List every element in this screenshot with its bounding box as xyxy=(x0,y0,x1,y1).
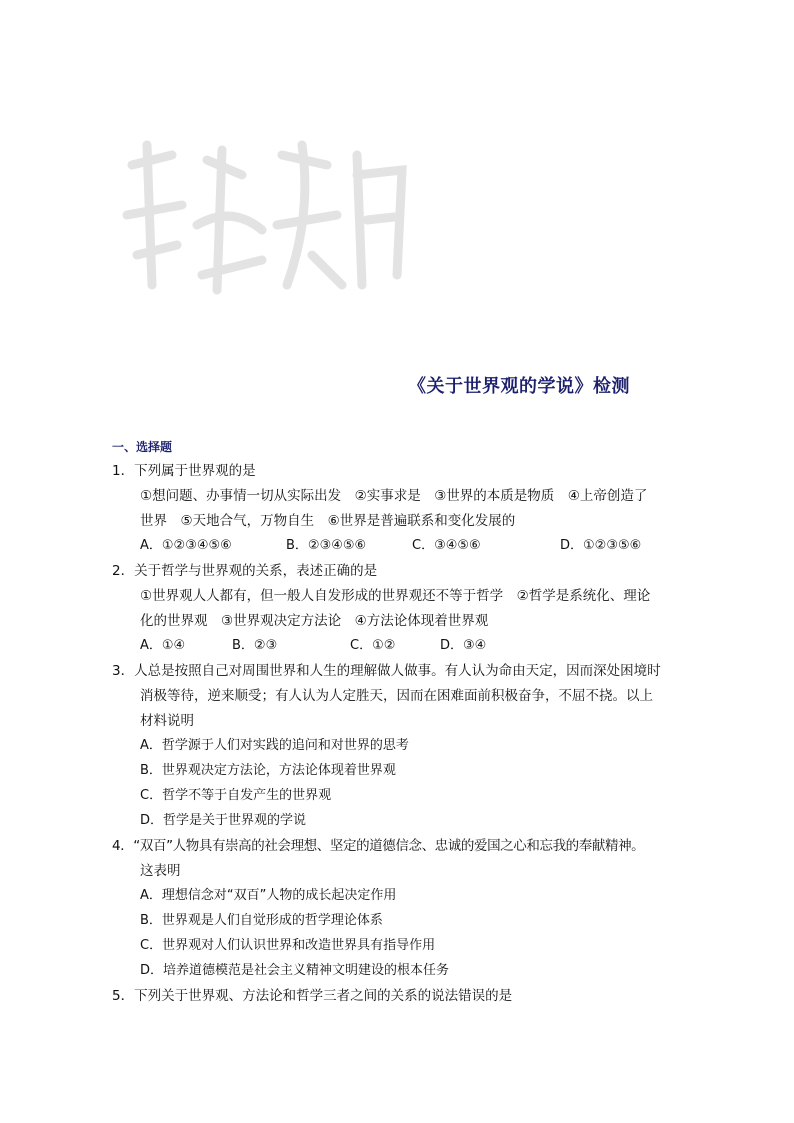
calligraphy-watermark xyxy=(112,135,412,305)
question-4-option-c[interactable]: C．世界观对人们认识世界和改造世界具有指导作用 xyxy=(140,938,436,953)
question-1-option-a[interactable]: A．①②③④⑤⑥ xyxy=(140,538,232,553)
document-title: 《关于世界观的学说》检测 xyxy=(408,376,630,397)
question-1-stem: 1．下列属于世界观的是 xyxy=(112,463,256,479)
question-2-option-a[interactable]: A．①④ xyxy=(140,638,186,653)
question-2-option-c[interactable]: C．①② xyxy=(350,638,396,653)
question-3-option-d[interactable]: D．哲学是关于世界观的学说 xyxy=(140,813,307,828)
question-2-body-line: ①世界观人人都有，但一般人自发形成的世界观还不等于哲学 ②哲学是系统化、理论 xyxy=(140,588,651,604)
question-3-stem-line: 材料说明 xyxy=(140,713,194,729)
question-4-option-b[interactable]: B．世界观是人们自觉形成的哲学理论体系 xyxy=(140,913,383,928)
question-3-stem: 3．人总是按照自己对周围世界和人生的理解做人做事。有人认为命由天定，因而深处困境时 xyxy=(112,663,661,679)
question-4-stem-line: 这表明 xyxy=(140,863,181,879)
question-3-option-b[interactable]: B．世界观决定方法论，方法论体现着世界观 xyxy=(140,763,396,778)
question-4-stem: 4．“双百”人物具有崇高的社会理想、坚定的道德信念、忠诚的爱国之心和忘我的奉献精神。 xyxy=(112,838,645,854)
question-2-stem: 2．关于哲学与世界观的关系，表述正确的是 xyxy=(112,563,378,579)
section-heading: 一、选择题 xyxy=(112,440,173,454)
question-1-body-line: 世界 ⑤天地合气，万物自生 ⑥世界是普遍联系和变化发展的 xyxy=(140,513,516,529)
question-4-option-d[interactable]: D．培养道德模范是社会主义精神文明建设的根本任务 xyxy=(140,963,450,978)
question-1-option-d[interactable]: D．①②③⑤⑥ xyxy=(560,538,642,553)
question-5-stem: 5．下列关于世界观、方法论和哲学三者之间的关系的说法错误的是 xyxy=(112,988,513,1004)
question-3-option-c[interactable]: C．哲学不等于自发产生的世界观 xyxy=(140,788,332,803)
question-2-option-d[interactable]: D．③④ xyxy=(440,638,487,653)
question-1-option-c[interactable]: C．③④⑤⑥ xyxy=(412,538,481,553)
question-3-stem-line: 消极等待，逆来顺受；有人认为人定胜天，因而在困难面前积极奋争，不屈不挠。以上 xyxy=(140,688,653,704)
question-3-option-a[interactable]: A．哲学源于人们对实践的追问和对世界的思考 xyxy=(140,738,409,753)
question-1-option-b[interactable]: B．②③④⑤⑥ xyxy=(286,538,367,553)
question-1-body-line: ①想问题、办事情一切从实际出发 ②实事求是 ③世界的本质是物质 ④上帝创造了 xyxy=(140,488,648,504)
question-2-body-line: 化的世界观 ③世界观决定方法论 ④方法论体现着世界观 xyxy=(140,613,489,629)
question-2-option-b[interactable]: B．②③ xyxy=(232,638,278,653)
question-4-option-a[interactable]: A．理想信念对“双百”人物的成长起决定作用 xyxy=(140,888,397,903)
